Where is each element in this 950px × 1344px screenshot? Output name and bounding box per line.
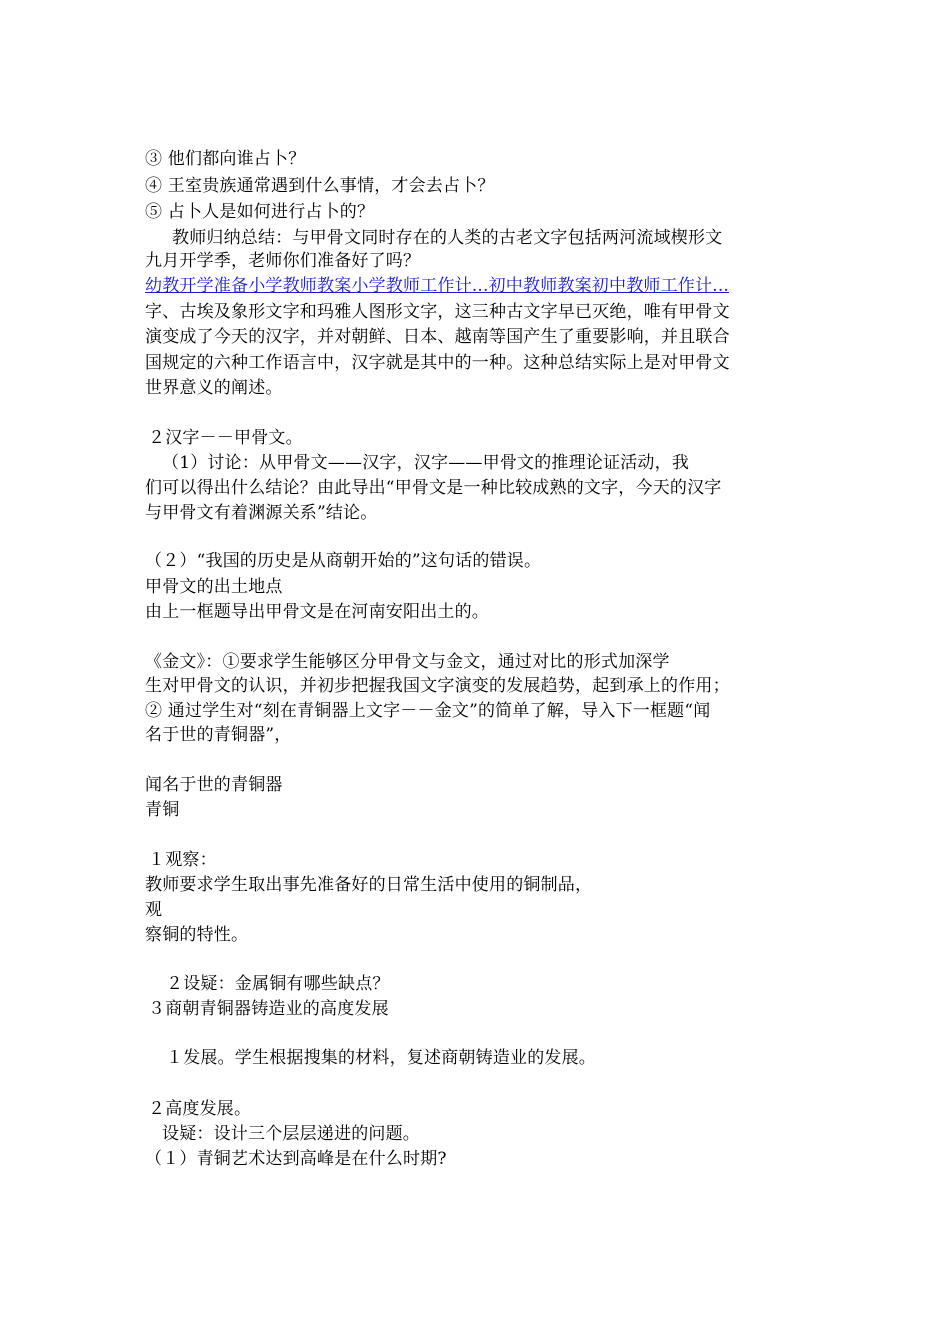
observe-heading: １观察： bbox=[148, 850, 217, 870]
observe-line-3: 察铜的特性。 bbox=[145, 925, 249, 945]
summary-line-4: 国规定的六种工作语言中，汉字就是其中的一种。这种总结实际上是对甲骨文 bbox=[145, 353, 730, 373]
discussion-line-3: 与甲骨文有着渊源关系”结论。 bbox=[145, 503, 378, 523]
observe-line-1: 教师要求学生取出事先准备好的日常生活中使用的铜制品， bbox=[145, 875, 593, 895]
summary-line-5: 世界意义的阐述。 bbox=[145, 378, 283, 398]
question-3: ③ 他们都向谁占卜？ bbox=[145, 149, 306, 169]
section-heading-2: ２汉字－－甲骨文。 bbox=[148, 428, 303, 448]
jinwen-line-2: 生对甲骨文的认识，并初步把握我国文字演变的发展趋势，起到承上的作用； bbox=[145, 676, 730, 696]
question-4: ④ 王室贵族通常遇到什么事情，才会去占卜？ bbox=[145, 176, 495, 196]
question-5: ⑤ 占卜人是如何进行占卜的？ bbox=[145, 202, 375, 222]
discussion-line-1: （1）讨论：从甲骨文——汉字，汉字——甲骨文的推理论证活动，我 bbox=[162, 453, 690, 473]
point-2: （２）“我国的历史是从商朝开始的”这句话的错误。 bbox=[145, 551, 542, 571]
question-metal: ２设疑：金属铜有哪些缺点？ bbox=[166, 974, 390, 994]
ad-line: 九月开学季，老师你们准备好了吗？ bbox=[145, 251, 421, 271]
jinwen-line-4: 名于世的青铜器”， bbox=[145, 725, 292, 745]
discussion-line-2: 们可以得出什么结论？由此导出“甲骨文是一种比较成熟的文字，今天的汉字 bbox=[145, 478, 722, 498]
observe-line-2: 观 bbox=[145, 900, 163, 920]
question-peak: （１）青铜艺术达到高峰是在什么时期? bbox=[145, 1149, 447, 1169]
summary-line-1: 教师归纳总结：与甲骨文同时存在的人类的古老文字包括两河流域楔形文 bbox=[172, 228, 723, 248]
jinwen-line-3: ② 通过学生对“刻在青铜器上文字－－金文”的简单了解，导入下一框题“闻 bbox=[145, 701, 711, 721]
bronze-title: 闻名于世的青铜器 bbox=[145, 775, 283, 795]
development-line: １发展。学生根据搜集的材料，复述商朝铸造业的发展。 bbox=[166, 1048, 596, 1068]
high-development: ２高度发展。 bbox=[148, 1099, 252, 1119]
jinwen-line-1: 《金文》：①要求学生能够区分甲骨文与金文，通过对比的形式加深学 bbox=[145, 652, 670, 672]
related-links[interactable]: 幼教开学准备小学教师教案小学教师工作计...初中教师教案初中教师工作计... bbox=[145, 276, 730, 296]
site-heading: 甲骨文的出土地点 bbox=[145, 577, 283, 597]
design-line: 设疑：设计三个层层递进的问题。 bbox=[162, 1124, 420, 1144]
site-text: 由上一框题导出甲骨文是在河南安阳出土的。 bbox=[145, 602, 489, 622]
bronze-subtitle: 青铜 bbox=[145, 800, 180, 820]
summary-line-2: 字、古埃及象形文字和玛雅人图形文字，这三种古文字早已灭绝，唯有甲骨文 bbox=[145, 302, 730, 322]
summary-line-3: 演变成了今天的汉字，并对朝鲜、日本、越南等国产生了重要影响，并且联合 bbox=[145, 327, 730, 347]
shang-heading: ３商朝青铜器铸造业的高度发展 bbox=[148, 999, 389, 1019]
